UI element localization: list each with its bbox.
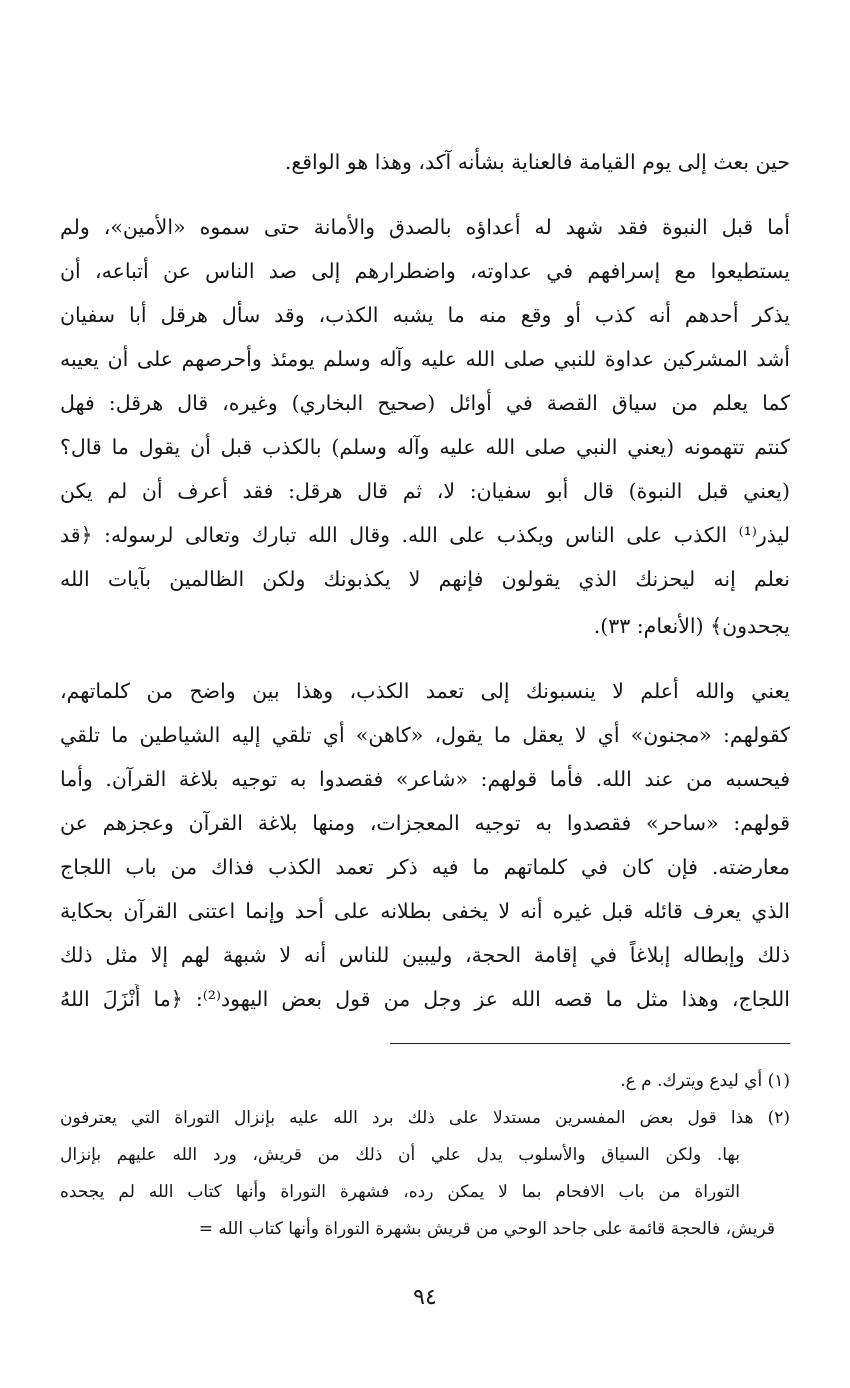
body-line: ليذر⁽¹⁾ الكذب على الناس ويكذب على الله. وقال الله تبارك وتعالى لرسوله: ﴿قد <box>60 523 790 547</box>
body-line: معارضته. فإن كان في كلماتهم ما فيه ذكر تعمد الكذب فذاك من باب اللجاج <box>60 855 790 879</box>
footnote-line: (٢) هذا قول بعض المفسرين مستدلا على ذلك برد الله عليه بإنزال التوراة التي يعترفون <box>60 1108 790 1128</box>
body-line: كما يعلم من سياق القصة في أوائل (صحيح البخاري) وغيره، قال هرقل: فهل <box>60 391 790 415</box>
footnote-line: بها. ولكن السياق والأسلوب يدل علي أن ذلك من قريش، ورد الله عليهم بإنزال <box>60 1145 740 1165</box>
body-line: قولهم: «ساحر» فقصدوا به توجيه المعجزات، ومنها بلاغة القرآن وعجزهم عن <box>60 811 790 835</box>
footnote-line: قريش، فالحجة قائمة على جاحد الوحي من قريش بشهرة التوراة وأنها كتاب الله = <box>198 1219 775 1239</box>
body-line: نعلم إنه ليحزنك الذي يقولون فإنهم لا يكذبونك ولكن الظالمين بآيات الله <box>60 567 790 591</box>
body-line: فيحسبه من عند الله. فأما قولهم: «شاعر» فقصدوا به توجيه بلاغة القرآن. وأما <box>60 767 790 791</box>
body-line: اللجاج، وهذا مثل ما قصه الله عز وجل من قول بعض اليهود⁽²⁾: ﴿ما أَنْزَلَ اللهُ <box>60 987 790 1011</box>
body-line: الذي يعرف قائله قبل غيره أنه لا يخفى بطلانه على أحد وإنما اعتنى القرآن بحكاية <box>60 899 790 923</box>
body-line: كنتم تتهمونه (يعني النبي صلى الله عليه وآله وسلم) بالكذب قبل أن يقول ما قال؟ <box>60 435 790 459</box>
body-line: يستطيعوا مع إسرافهم في عداوته، واضطرارهم إلى صد الناس عن أتباعه، أن <box>60 259 790 283</box>
body-line: يجحدون﴾ (الأنعام: ٣٣). <box>593 614 790 638</box>
page-number: ٩٤ <box>413 1285 437 1310</box>
body-line: أشد المشركين عداوة للنبي صلى الله عليه وآله وسلم يومئذ وأحرصهم على أن يعيبه <box>60 347 790 371</box>
body-line: ذلك وإبطاله إبلاغاً في إقامة الحجة، وليبين للناس أنه لا شبهة لهم إلا مثل ذلك <box>60 943 790 967</box>
body-line: حين بعث إلى يوم القيامة فالعناية بشأنه آكد، وهذا هو الواقع. <box>284 150 790 174</box>
body-line: (يعني قبل النبوة) قال أبو سفيان: لا، ثم قال هرقل: فقد أعرف أن لم يكن <box>60 479 790 503</box>
footnote-line: (١) أي ليدع ويترك. م ع. <box>620 1071 790 1091</box>
footnote-line: التوراة من باب الافحام بما لا يمكن رده، فشهرة التوراة وأنها كتاب الله لم يجحده <box>60 1182 740 1202</box>
body-line: يعني والله أعلم لا ينسبونك إلى تعمد الكذب، وهذا بين واضح من كلماتهم، <box>60 679 790 703</box>
body-line: كقولهم: «مجنون» أي لا يعقل ما يقول، «كاهن» أي تلقي إليه الشياطين ما تلقي <box>60 723 790 747</box>
body-line: يذكر أحدهم أنه كذب أو وقع منه ما يشبه الكذب، وقد سأل هرقل أبا سفيان <box>60 303 790 327</box>
footnote-separator <box>390 1043 790 1044</box>
body-line: أما قبل النبوة فقد شهد له أعداؤه بالصدق والأمانة حتى سموه «الأمين»، ولم <box>60 215 790 239</box>
